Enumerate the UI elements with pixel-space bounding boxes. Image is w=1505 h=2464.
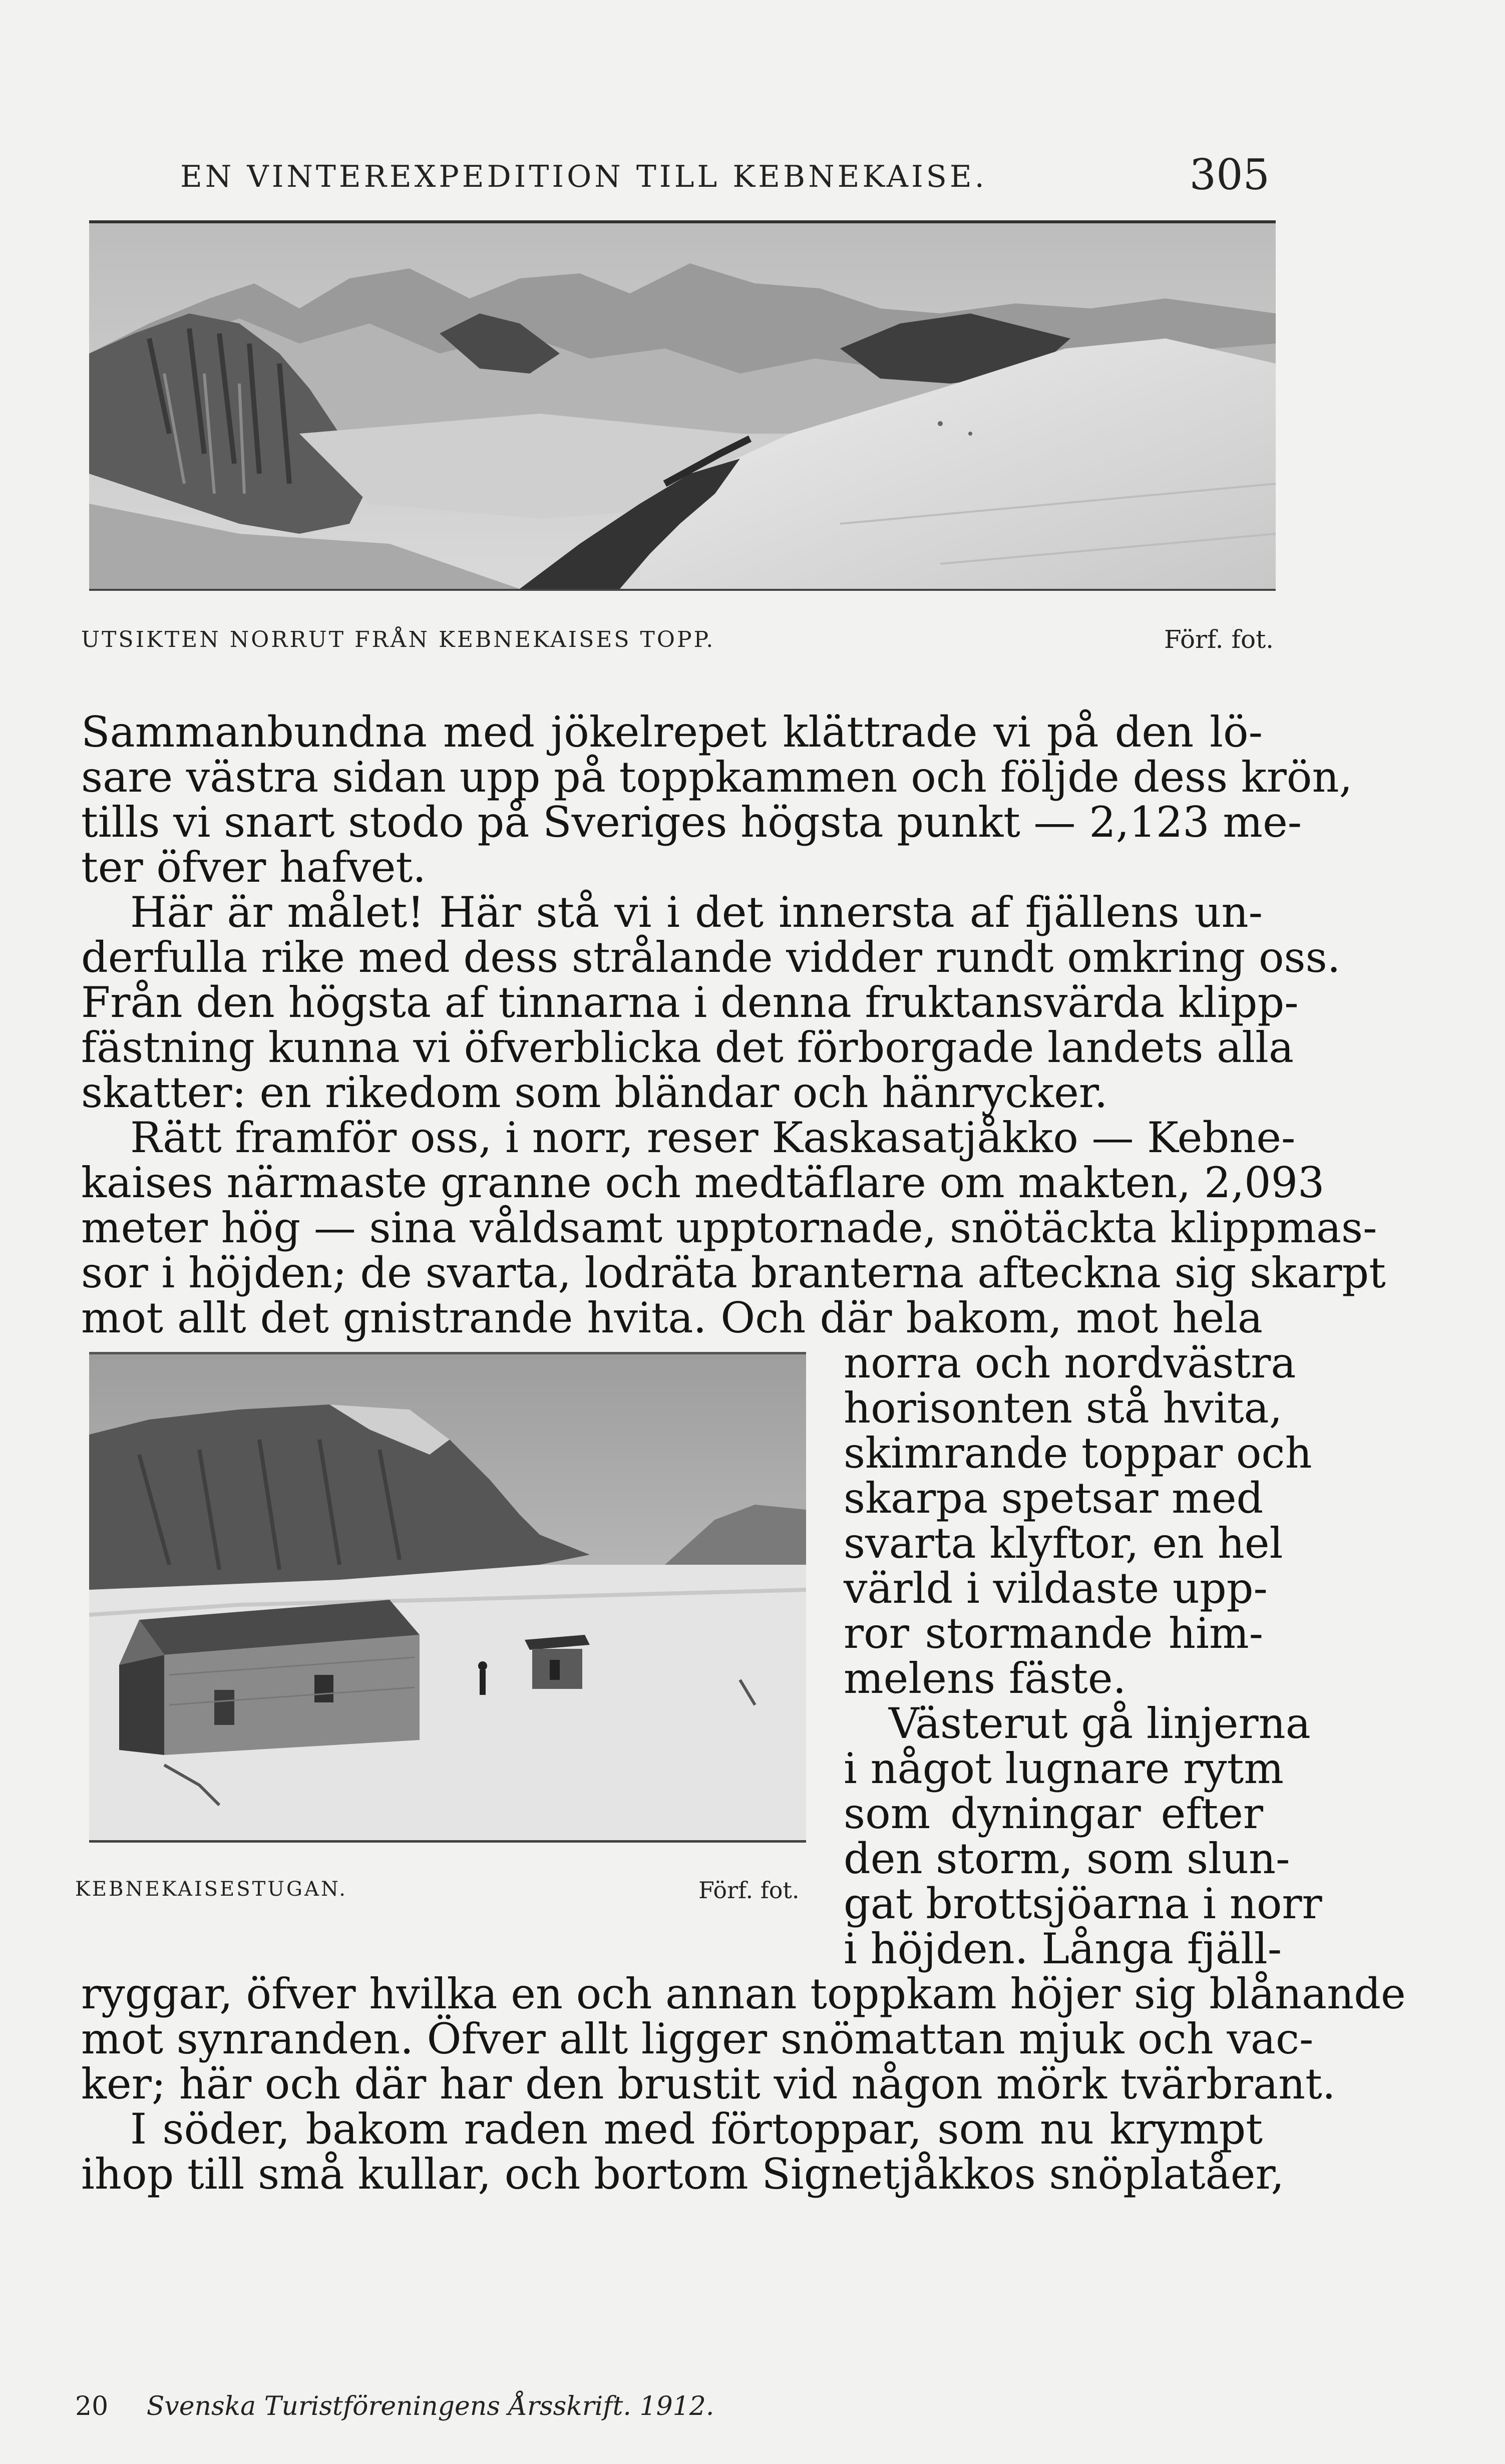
text-line: mot allt det gnistrande hvita. Och där bakom, mot hela [81,1293,1263,1342]
publication-title: Svenska Turistföreningens Årsskrift. 1912. [146,2391,714,2421]
text-line: ryggar, öfver hvilka en och annan toppkam höjer sig blånande [81,1969,1406,2018]
text-line: Rätt framför oss, i norr, reser Kaskasatjåkko — Kebne- [130,1113,1296,1162]
signature-number: 20 [75,2391,109,2421]
hut-photo [89,1352,806,1843]
text-line: svarta klyftor, en hel [844,1519,1283,1568]
text-line: ter öfver hafvet. [81,843,426,892]
photo-credit: Förf. fot. [698,1877,800,1904]
figure-caption: UTSIKTEN NORRUT FRÅN KEBNEKAISES TOPP. [81,627,715,652]
text-line: Sammanbundna med jökelrepet klättrade vi på den lö- [81,708,1263,757]
text-line: Från den högsta af tinnarna i denna fruktansvärda klipp- [81,978,1299,1027]
text-line: tills vi snart stodo på Sveriges högsta punkt — 2,123 me- [81,798,1302,847]
text-line: melens fäste. [844,1654,1126,1703]
text-line: i något lugnare rytm [844,1744,1284,1793]
text-line: mot synranden. Öfver allt ligger snömattan mjuk och vac- [81,2014,1314,2063]
text-line: skarpa spetsar med [844,1474,1264,1523]
text-line: sare västra sidan upp på toppkammen och följde dess krön, [81,753,1353,802]
text-line: ror stormande him- [844,1609,1263,1658]
text-line: Västerut gå linjerna [889,1699,1311,1748]
text-line: den storm, som slun- [844,1834,1290,1883]
text-line: som dyningar efter [844,1789,1263,1838]
text-line: horisonten stå hvita, [844,1383,1283,1433]
text-line: derfulla rike med dess strålande vidder rundt omkring oss. [81,933,1341,982]
page-footer [75,2391,714,2421]
text-line: norra och nordvästra [844,1338,1296,1387]
text-line: värld i vildaste upp- [844,1564,1268,1613]
photo-credit: Förf. fot. [1164,625,1274,654]
page-number: 305 [1189,150,1270,199]
text-line: i höjden. Långa fjäll- [844,1924,1282,1973]
text-line: fästning kunna vi öfverblicka det förborgade landets alla [81,1023,1294,1072]
running-head: EN VINTEREXPEDITION TILL KEBNEKAISE. [180,159,987,194]
text-line: I söder, bakom raden med förtoppar, som nu krympt [130,2104,1263,2154]
text-line: ihop till små kullar, och bortom Signetjåkkos snöplatåer, [81,2150,1285,2199]
text-line: meter hög — sina våldsamt upptornade, snötäckta klippmas- [81,1203,1377,1252]
text-line: ker; här och där har den brustit vid någon mörk tvärbrant. [81,2059,1336,2108]
figure-caption: KEBNEKAISESTUGAN. [75,1878,348,1901]
text-line: skatter: en rikedom som bländar och hänrycker. [81,1068,1108,1117]
text-line: skimrande toppar och [844,1429,1312,1478]
text-line: gat brottsjöarna i norr [844,1879,1322,1928]
summit-panorama-photo [89,220,1276,591]
text-line: Här är målet! Här stå vi i det innersta af fjällens un- [130,888,1263,937]
text-line: sor i höjden; de svarta, lodräta branterna afteckna sig skarpt [81,1248,1386,1297]
text-line: kaises närmaste granne och medtäflare om makten, 2,093 [81,1158,1325,1207]
